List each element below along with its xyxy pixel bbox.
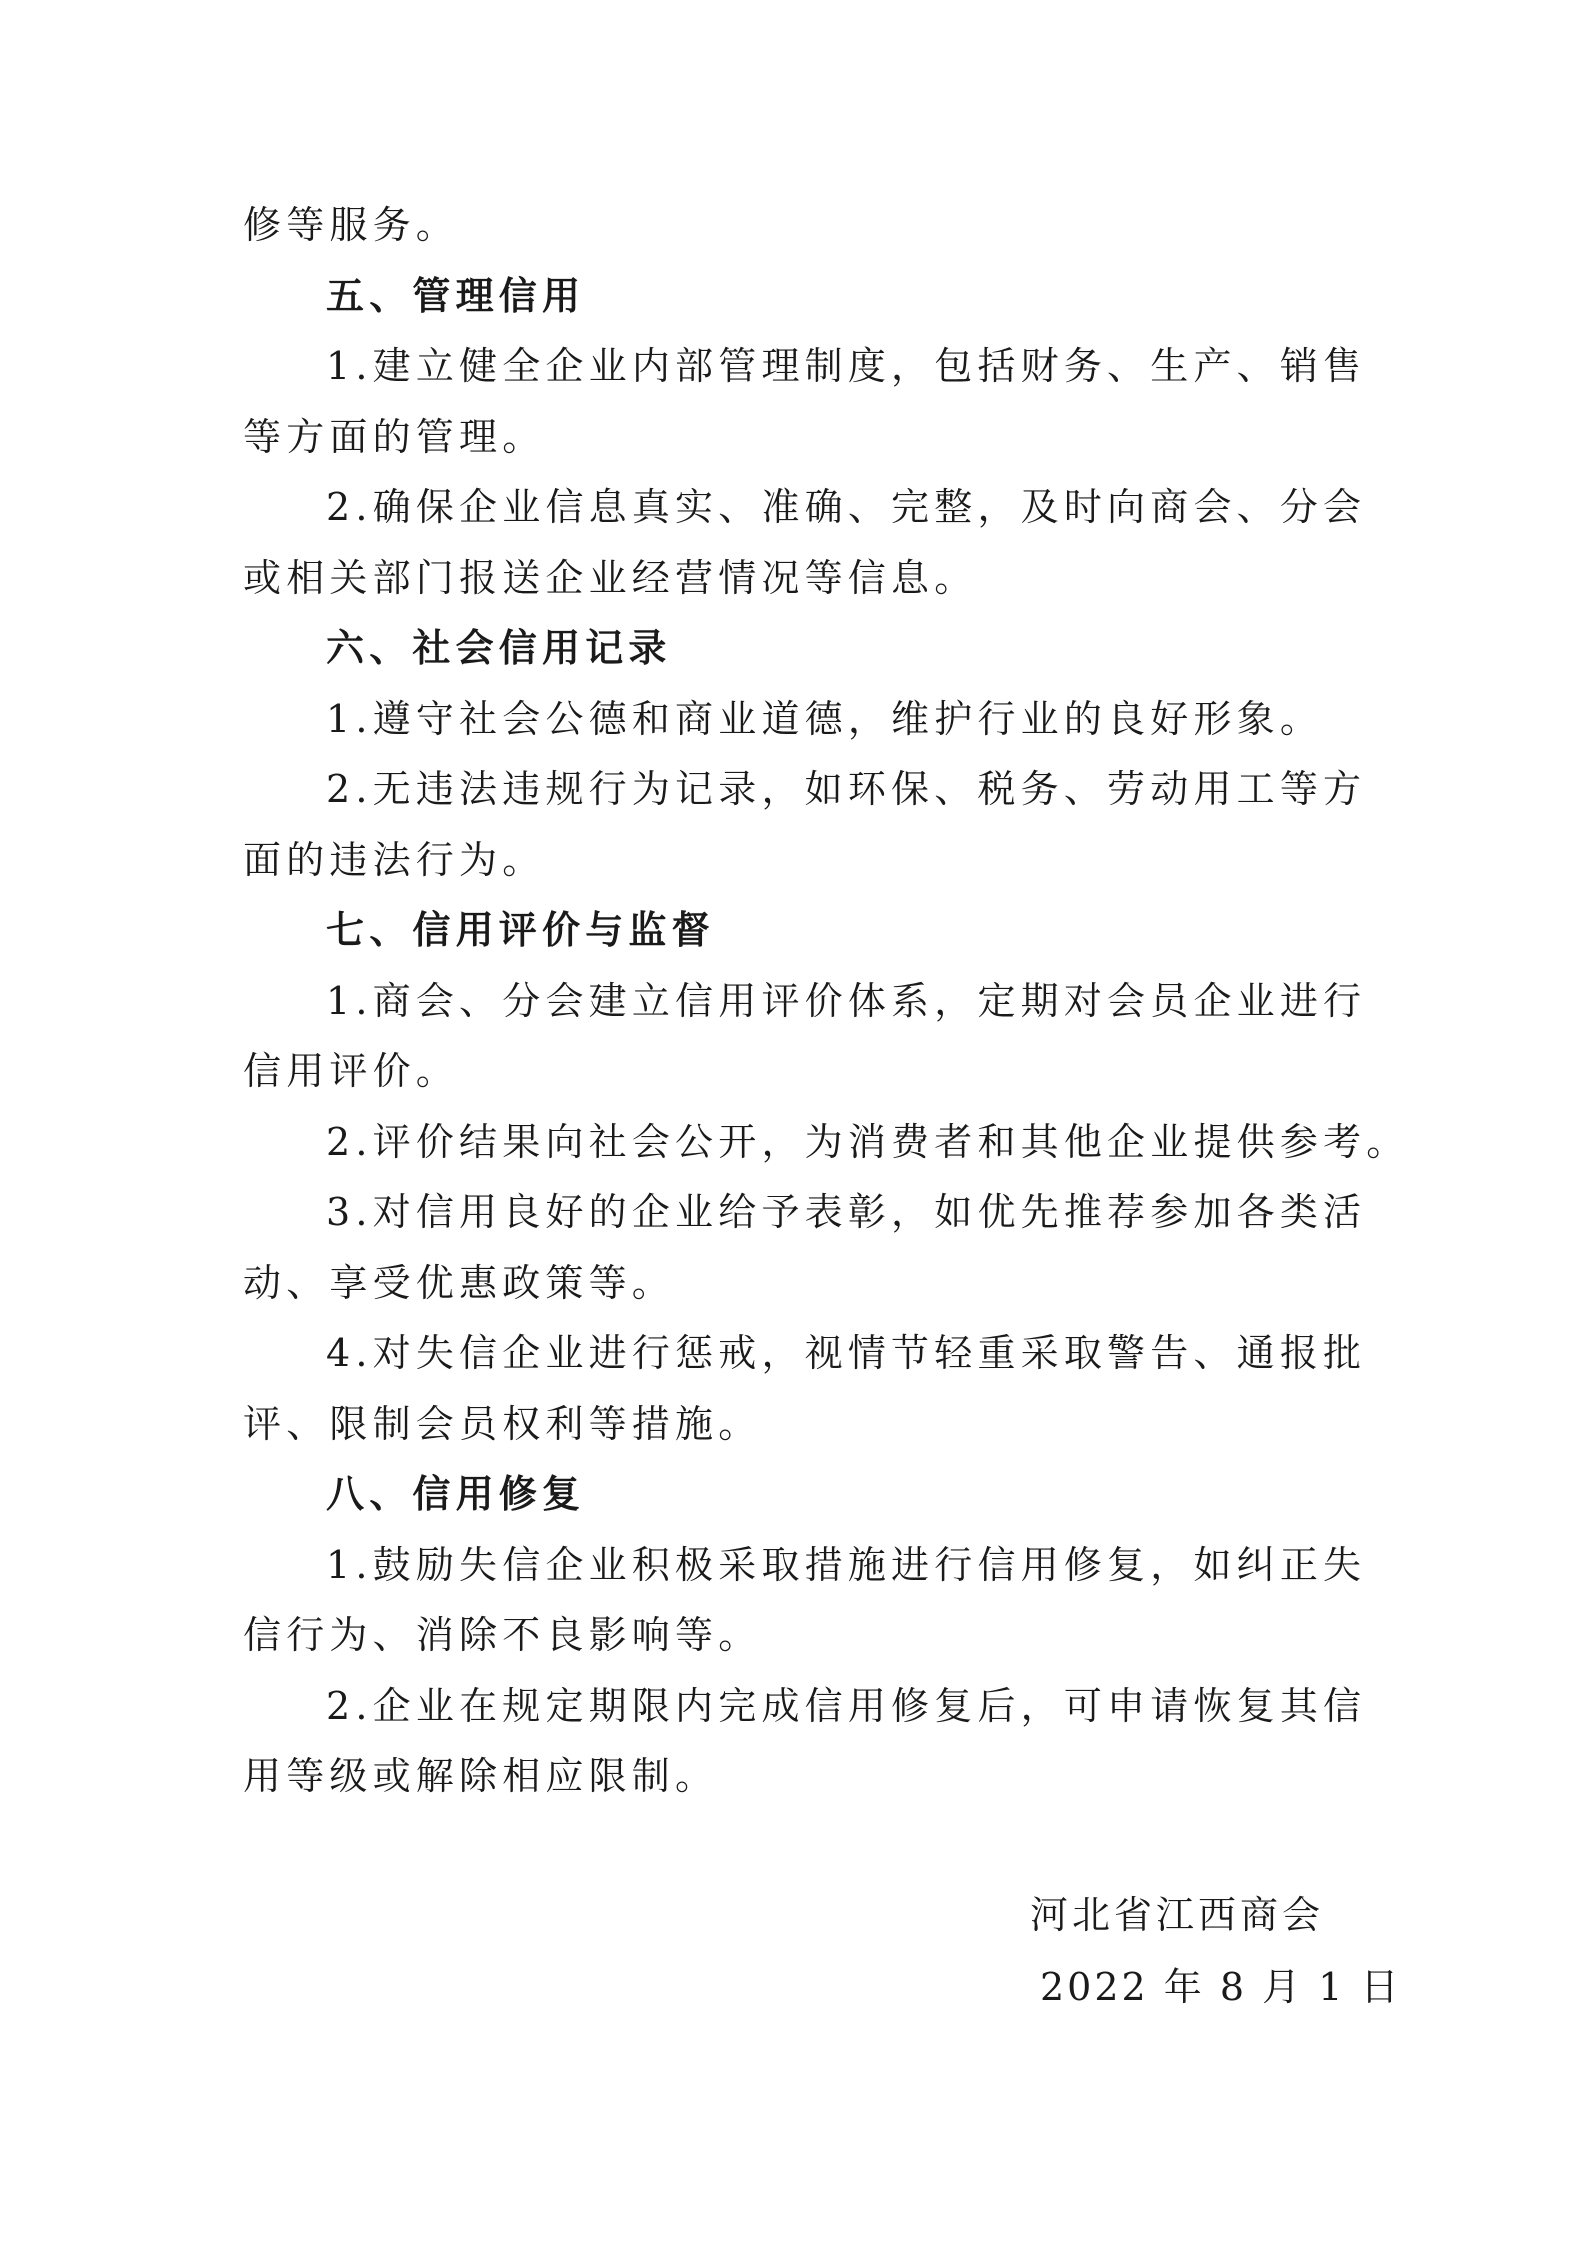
section-heading-social-credit-record: 六、社会信用记录 [326,626,672,670]
text-line: 4.对失信企业进行惩戒，视情节轻重采取警告、通报批 [326,1331,1367,1375]
text-line: 动、享受优惠政策等。 [243,1260,676,1305]
text-line: 或相关部门报送企业经营情况等信息。 [243,555,978,600]
text-line: 2.评价结果向社会公开，为消费者和其他企业提供参考。 [326,1119,1410,1164]
text-line: 用等级或解除相应限制。 [243,1754,719,1798]
document-body [243,190,1410,1812]
signature-organization: 河北省江西商会 [1030,1893,1325,1937]
text-line: 修等服务。 [243,203,460,247]
section-heading-credit-evaluation: 七、信用评价与监督 [326,908,715,952]
text-line: 2.无违法违规行为记录，如环保、税务、劳动用工等方 [326,767,1367,811]
text-line: 1.鼓励失信企业积极采取措施进行信用修复，如纠正失 [326,1542,1367,1587]
text-line: 信用评价。 [243,1049,460,1093]
text-line: 等方面的管理。 [243,414,546,459]
section-heading-credit-repair: 八、信用修复 [326,1472,586,1516]
text-line: 2.企业在规定期限内完成信用修复后，可申请恢复其信 [326,1683,1367,1728]
text-line: 2.确保企业信息真实、准确、完整，及时向商会、分会 [326,485,1367,529]
section-heading-management-credit: 五、管理信用 [326,273,586,318]
text-line: 信行为、消除不良影响等。 [243,1613,762,1657]
text-line: 面的违法行为。 [243,837,546,882]
text-line: 1.建立健全企业内部管理制度，包括财务、生产、销售 [326,344,1367,388]
text-line: 3.对信用良好的企业给予表彰，如优先推荐参加各类活 [326,1190,1367,1234]
text-line: 1.商会、分会建立信用评价体系，定期对会员企业进行 [326,978,1367,1023]
text-line: 1.遵守社会公德和商业道德，维护行业的良好形象。 [326,696,1324,741]
text-line: 评、限制会员权利等措施。 [243,1401,762,1446]
signature-date: 2022 年 8 月 1 日 [1040,1965,1402,2009]
